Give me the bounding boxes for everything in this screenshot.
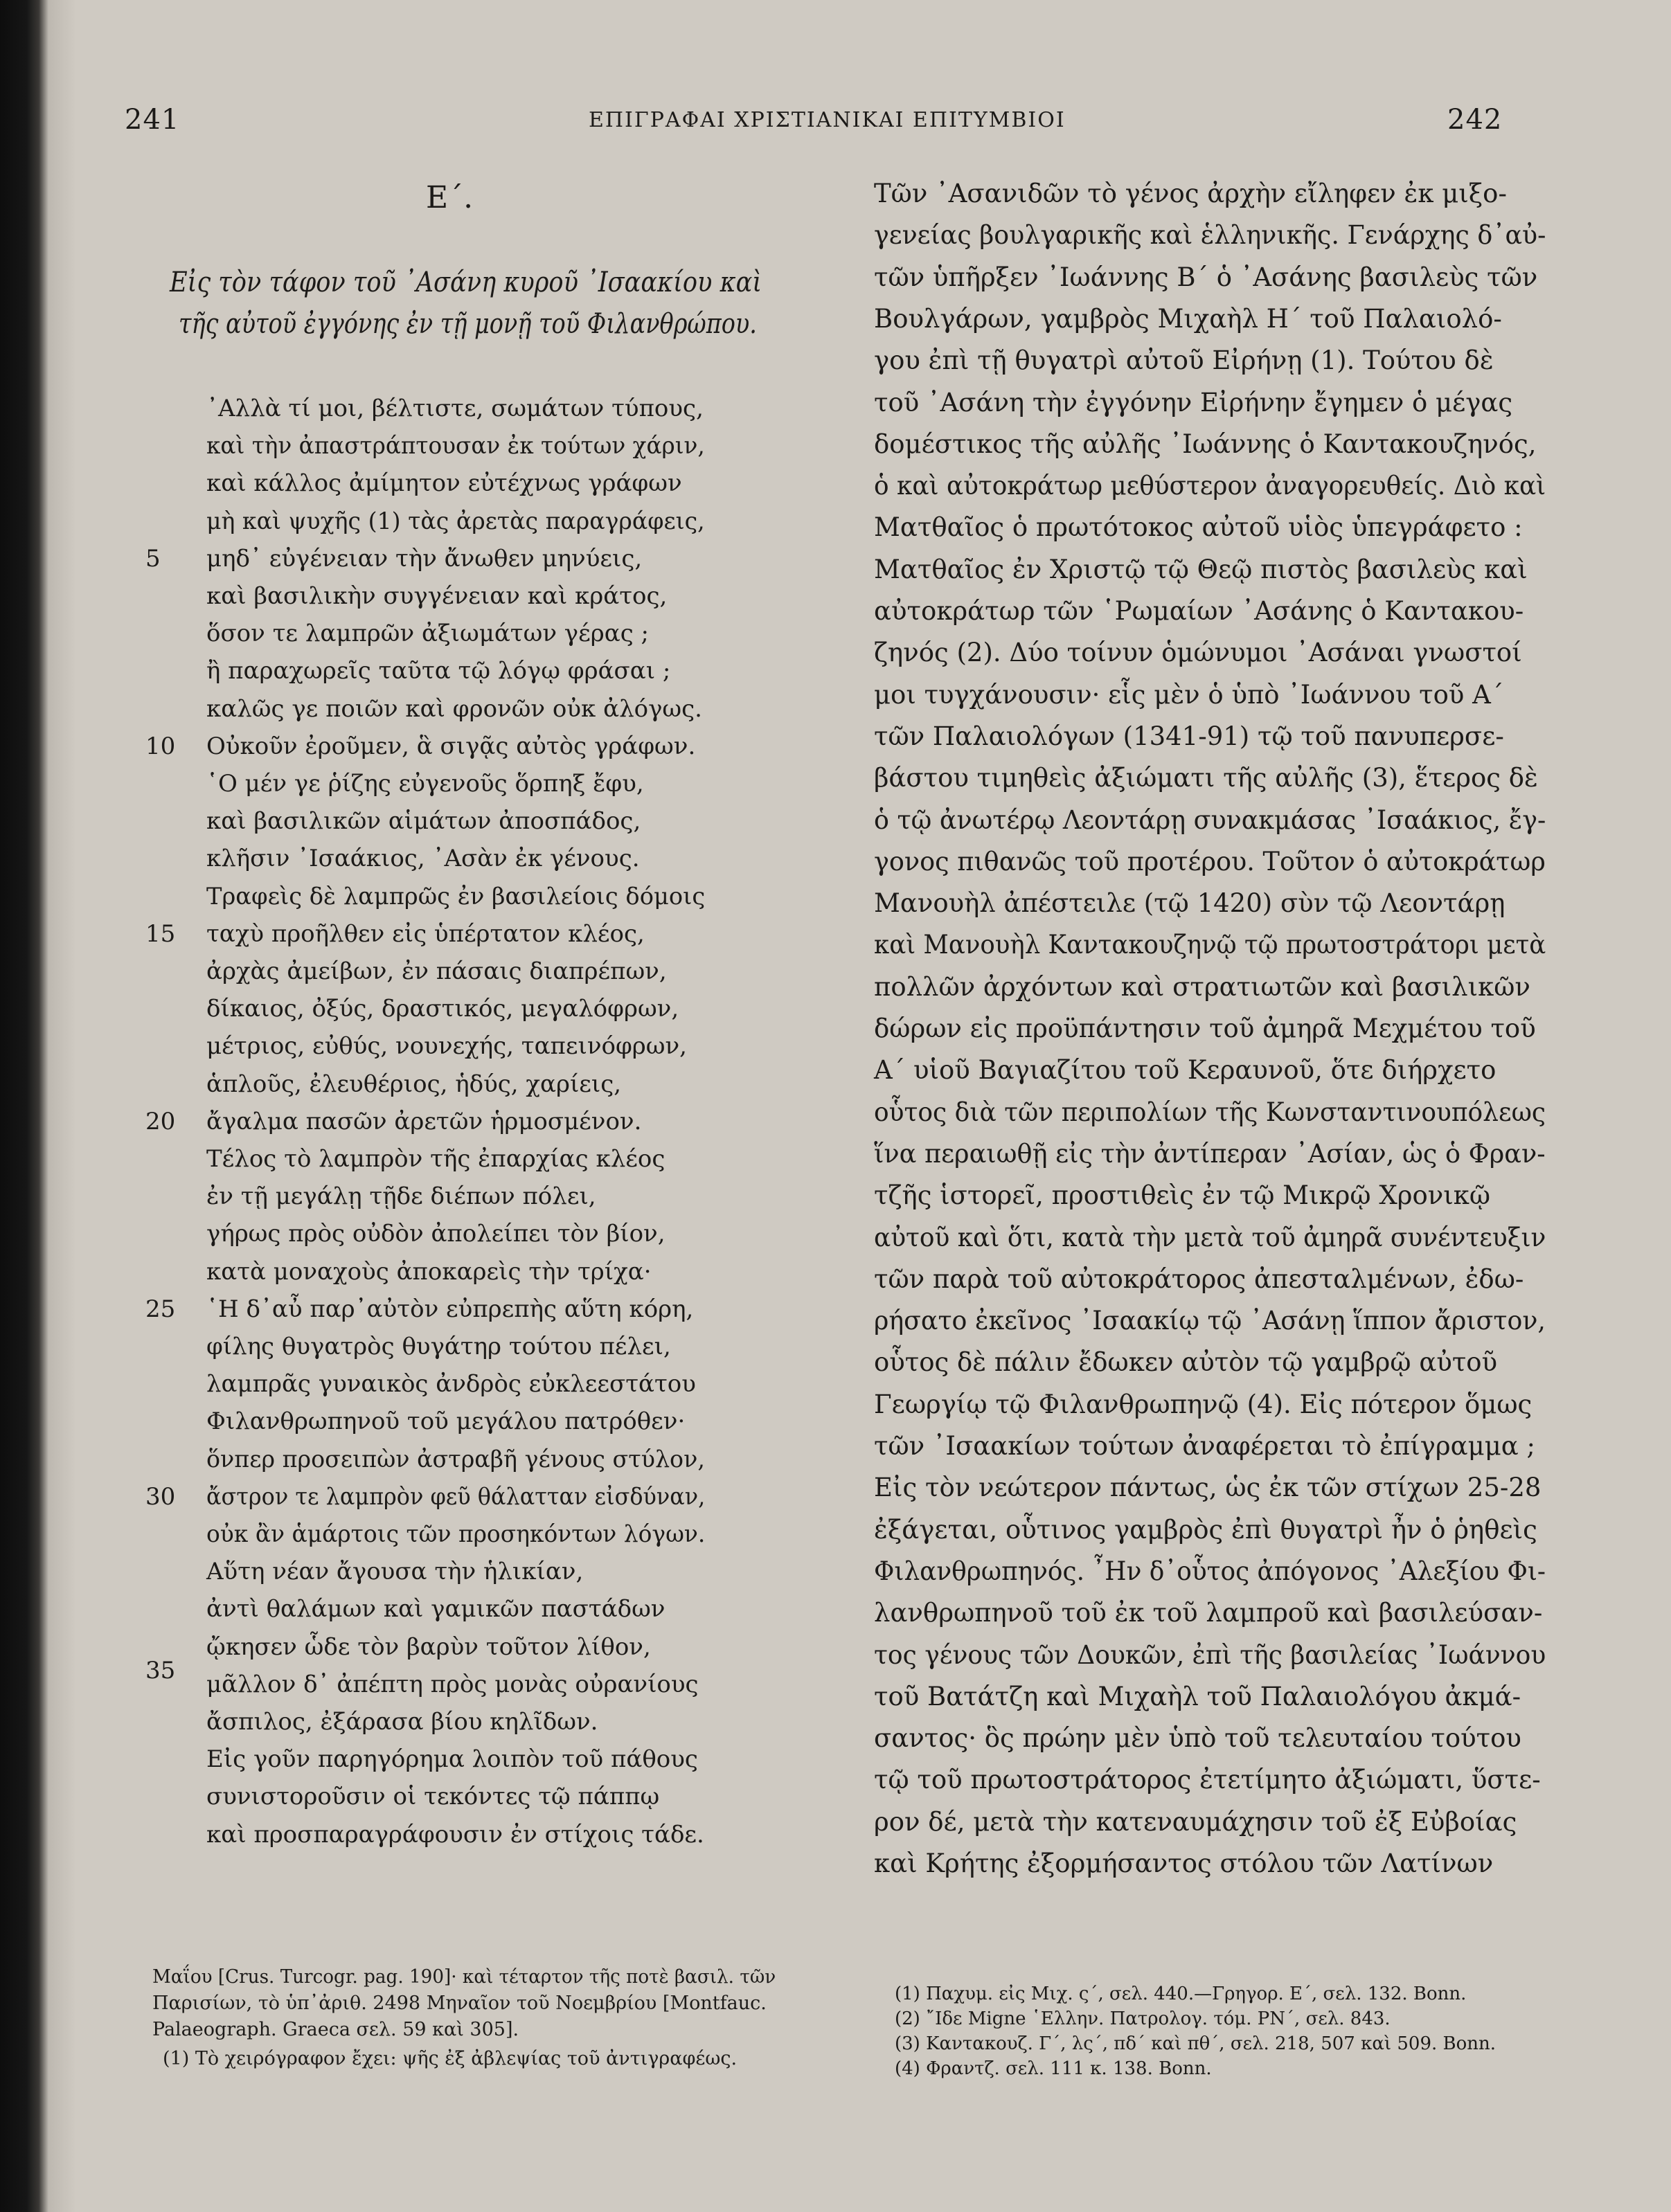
commentary-line: ρον δέ, μετὰ τὴν κατεναυμάχησιν τοῦ ἐξ Εὐβοίας: [874, 1806, 1517, 1837]
poem-line: μέτριος, εὐθύς, νουνεχής, ταπεινόφρων,: [206, 1032, 687, 1061]
poem-line: λαμπρᾶς γυναικὸς ἀνδρὸς εὐκλεεστάτου: [206, 1370, 696, 1399]
poem-line: Αὕτη νέαν ἄγουσα τὴν ἡλικίαν,: [206, 1558, 584, 1586]
poem-line: φίλης θυγατρὸς θυγάτηρ τούτου πέλει,: [206, 1333, 671, 1360]
commentary-line: αὐτοῦ καὶ ὅτι, κατὰ τὴν μετὰ τοῦ ἀμηρᾶ συνέντευξιν: [874, 1222, 1546, 1252]
poem-line: συνιστοροῦσιν οἱ τεκόντες τῷ πάππῳ: [206, 1783, 660, 1811]
footnote-line: Μαΐου [Crus. Turcogr. pag. 190]· καὶ τέταρτον τῆς ποτὲ βασιλ. τῶν: [152, 1966, 776, 1988]
commentary-line: ὁ καὶ αὐτοκράτωρ μεθύστερον ἀναγορευθείς. Διὸ καὶ: [874, 471, 1546, 501]
commentary-line: Βουλγάρων, γαμβρὸς Μιχαὴλ Η΄ τοῦ Παλαιολό-: [874, 303, 1502, 334]
commentary-line: ἵνα περαιωθῇ εἰς τὴν ἀντίπεραν ᾿Ασίαν, ὡς ὁ Φραν-: [874, 1138, 1546, 1169]
poem-line: καὶ βασιλικῶν αἱμάτων ἀποσπάδος,: [206, 807, 641, 836]
commentary-line: βάστου τιμηθεὶς ἀξιώματι τῆς αὐλῆς (3), ἕτερος δὲ: [874, 763, 1538, 793]
commentary-line: μοι τυγχάνουσιν· εἷς μὲν ὁ ὑπὸ ᾿Ιωάννου τοῦ Α΄: [874, 679, 1504, 710]
poem-title-line: Εἰς τὸν τάφον τοῦ ᾿Ασάνη κυροῦ ᾿Ισαακίου καὶ: [170, 267, 762, 298]
poem-line: ἄσπιλος, ἐξάρασα βίου κηλῖδων.: [206, 1708, 598, 1736]
commentary-line: τοῦ Βατάτζη καὶ Μιχαὴλ τοῦ Παλαιολόγου ἀκμά-: [874, 1681, 1521, 1711]
poem-line: μᾶλλον δ᾿ ἀπέπτη πρὸς μονὰς οὐρανίους: [206, 1670, 699, 1698]
commentary-line: Εἰς τὸν νεώτερον πάντως, ὡς ἐκ τῶν στίχων 25-28: [874, 1473, 1542, 1503]
commentary-line: σαντος· ὃς πρώην μὲν ὑπὸ τοῦ τελευταίου τούτου: [874, 1723, 1521, 1754]
poem-line: κατὰ μοναχοὺς ἀποκαρεὶς τὴν τρίχα·: [206, 1257, 652, 1286]
book-gutter: [48, 0, 76, 2212]
commentary-line: καὶ Κρήτης ἐξορμήσαντος στόλου τῶν Λατίνων: [874, 1849, 1494, 1878]
commentary-line: τῶν παρὰ τοῦ αὐτοκράτορος ἀπεσταλμένων, ἐδω-: [874, 1264, 1524, 1294]
footnote-line: (1) Παχυμ. εἰς Μιχ. ς΄, σελ. 440.—Γρηγορ. Ε΄, σελ. 132. Bonn.: [895, 1984, 1467, 2004]
poem-line: καὶ τὴν ἀπαστράπτουσαν ἐκ τούτων χάριν,: [206, 432, 705, 460]
poem-line: δίκαιος, ὀξύς, δραστικός, μεγαλόφρων,: [206, 995, 679, 1023]
poem-line: μὴ καὶ ψυχῆς (1) τὰς ἀρετὰς παραγράφεις,: [206, 507, 705, 535]
poem-line: καὶ βασιλικὴν συγγένειαν καὶ κράτος,: [206, 582, 668, 610]
poem-title-line: τῆς αὐτοῦ ἐγγόνης ἐν τῇ μονῇ τοῦ Φιλανθρώπου.: [179, 308, 757, 340]
poem-line: ὅσον τε λαμπρῶν ἀξιωμάτων γέρας ;: [206, 620, 649, 648]
commentary-line: ρήσατο ἐκεῖνος ᾿Ισαακίῳ τῷ ᾿Ασάνῃ ἵππον ἄριστον,: [874, 1306, 1546, 1336]
commentary-line: οὗτος διὰ τῶν περιπολίων τῆς Κωνσταντινουπόλεως: [874, 1097, 1546, 1127]
poem-line: Φιλανθρωπηνοῦ τοῦ μεγάλου πατρόθεν·: [206, 1408, 686, 1436]
line-number: 30: [145, 1482, 176, 1511]
commentary-line: δώρων εἰς προϋπάντησιν τοῦ ἀμηρᾶ Μεχμέτου τοῦ: [874, 1014, 1536, 1043]
line-number: 25: [145, 1295, 176, 1323]
poem-line: ἐν τῇ μεγάλῃ τῇδε διέπων πόλει,: [206, 1183, 596, 1211]
commentary-line: τος γένους τῶν Δουκῶν, ἐπὶ τῆς βασιλείας ᾿Ιωάννου: [874, 1639, 1546, 1670]
poem-line: ταχὺ προῆλθεν εἰς ὑπέρτατον κλέος,: [206, 919, 645, 948]
line-number: 10: [145, 732, 176, 760]
poem-line: καλῶς γε ποιῶν καὶ φρονῶν οὐκ ἀλόγως.: [206, 694, 702, 723]
commentary-line: τζῆς ἱστορεῖ, προστιθεὶς ἐν τῷ Μικρῷ Χρονικῷ: [874, 1180, 1491, 1211]
poem-line: ῾Η δ᾿αὖ παρ᾿αὐτὸν εὐπρεπὴς αὕτη κόρη,: [206, 1295, 694, 1323]
poem-line: ἄγαλμα πασῶν ἀρετῶν ἡρμοσμένον.: [206, 1107, 642, 1135]
commentary-line: οὗτος δὲ πάλιν ἔδωκεν αὐτὸν τῷ γαμβρῷ αὐτοῦ: [874, 1347, 1498, 1378]
poem-line: Τραφεὶς δὲ λαμπρῶς ἐν βασιλείοις δόμοις: [206, 882, 706, 910]
commentary-line: Α΄ υἱοῦ Βαγιαζίτου τοῦ Κεραυνοῦ, ὅτε διήρχετο: [874, 1055, 1496, 1086]
book-spine-shadow: [0, 0, 48, 2212]
line-number: 20: [145, 1107, 176, 1135]
poem-line: οὐκ ἂν ἁμάρτοις τῶν προσηκόντων λόγων.: [206, 1520, 706, 1548]
line-number: 15: [145, 919, 176, 948]
footnote-line: (1) Τὸ χειρόγραφον ἔχει: ψῆς ἐξ ἀβλεψίας τοῦ ἀντιγραφέως.: [163, 2048, 738, 2069]
commentary-line: τῶν ὑπῆρξεν ᾿Ιωάννης Β΄ ὁ ᾿Ασάνης βασιλεὺς τῶν: [874, 262, 1538, 292]
poem-line: Εἰς γοῦν παρηγόρημα λοιπὸν τοῦ πάθους: [206, 1745, 698, 1774]
poem-line: ὅνπερ προσειπὼν ἀστραβῆ γένους στύλον,: [206, 1445, 705, 1473]
commentary-line: Φιλανθρωπηνός. ῏Ην δ᾿οὗτος ἀπόγονος ᾿Αλεξίου Φι-: [874, 1556, 1546, 1586]
commentary-line: ἐξάγεται, οὗτινος γαμβρὸς ἐπὶ θυγατρὶ ἦν ὁ ῥηθεὶς: [874, 1514, 1537, 1545]
commentary-line: τῶν Παλαιολόγων (1341-91) τῷ τοῦ πανυπερσε-: [874, 721, 1504, 751]
commentary-line: Τῶν ᾿Ασανιδῶν τὸ γένος ἀρχὴν εἴληφεν ἐκ μιξο-: [874, 179, 1507, 208]
commentary-line: τοῦ ᾿Ασάνη τὴν ἐγγόνην Εἰρήνην ἔγημεν ὁ μέγας: [874, 387, 1513, 417]
footnote-line: (3) Καντακουζ. Γ΄, λς΄, πδ΄ καὶ πθ΄, σελ. 218, 507 καὶ 509. Bonn.: [895, 2033, 1496, 2054]
commentary-line: πολλῶν ἀρχόντων καὶ στρατιωτῶν καὶ βασιλικῶν: [874, 971, 1530, 1002]
page-number-left: 241: [125, 104, 180, 136]
poem-line: ἄστρον τε λαμπρὸν φεῦ θάλατταν εἰσδύναν,: [206, 1482, 706, 1511]
poem-line: Οὐκοῦν ἐροῦμεν, ἃ σιγᾷς αὐτὸς γράφων.: [206, 732, 696, 760]
commentary-line: τῶν ᾿Ισαακίων τούτων ἀναφέρεται τὸ ἐπίγραμμα ;: [874, 1431, 1535, 1461]
commentary-line: Ματθαῖος ὁ πρωτότοκος αὐτοῦ υἱὸς ὑπεγράφετο :: [874, 512, 1523, 543]
commentary-line: τῷ τοῦ πρωτοστράτορος ἐτετίμητο ἀξιώματι, ὕστε-: [874, 1765, 1541, 1795]
commentary-line: γενείας βουλγαρικῆς καὶ ἑλληνικῆς. Γενάρχης δ᾿αὐ-: [874, 220, 1546, 251]
footnote-line: Palaeograph. Graeca σελ. 59 καὶ 305].: [152, 2019, 519, 2040]
poem-line: κλῆσιν ᾿Ισαάκιος, ᾿Ασὰν ἐκ γένους.: [206, 845, 640, 873]
poem-line: γήρως πρὸς οὐδὸν ἀπολείπει τὸν βίον,: [206, 1220, 665, 1248]
commentary-line: γου ἐπὶ τῇ θυγατρὶ αὐτοῦ Εἰρήνῃ (1). Τούτου δὲ: [874, 345, 1494, 376]
poem-line: ᾿Αλλὰ τί μοι, βέλτιστε, σωμάτων τύπους,: [206, 395, 704, 422]
commentary-line: δομέστικος τῆς αὐλῆς ᾿Ιωάννης ὁ Καντακουζηνός,: [874, 429, 1537, 459]
commentary-line: αὐτοκράτωρ τῶν ῾Ρωμαίων ᾿Ασάνης ὁ Καντακου-: [874, 596, 1524, 626]
commentary-line: ζηνός (2). Δύο τοίνυν ὁμώνυμοι ᾿Ασάναι γνωστοί: [874, 638, 1522, 668]
poem-line: μηδ᾿ εὐγένειαν τὴν ἄνωθεν μηνύεις,: [206, 544, 643, 573]
commentary-line: ὁ τῷ ἀνωτέρῳ Λεοντάρῃ συνακμάσας ᾿Ισαάκιος, ἔγ-: [874, 804, 1546, 835]
poem-line: Τέλος τὸ λαμπρὸν τῆς ἐπαρχίας κλέος: [206, 1145, 665, 1173]
footnote-line: (4) Φραντζ. σελ. 111 κ. 138. Bonn.: [895, 2058, 1212, 2079]
line-number: 5: [145, 544, 161, 573]
poem-line: ᾤκησεν ὧδε τὸν βαρὺν τοῦτον λίθον,: [206, 1633, 651, 1661]
commentary-line: γονος πιθανῶς τοῦ προτέρου. Τοῦτον ὁ αὐτοκράτωρ: [874, 846, 1546, 876]
poem-line: ἁπλοῦς, ἐλευθέριος, ἡδύς, χαρίεις,: [206, 1070, 622, 1098]
commentary-line: λανθρωπηνοῦ τοῦ ἐκ τοῦ λαμπροῦ καὶ βασιλεύσαν-: [874, 1598, 1543, 1628]
commentary-line: Γεωργίῳ τῷ Φιλανθρωπηνῷ (4). Εἰς πότερον ὅμως: [874, 1389, 1533, 1419]
poem-line: καὶ κάλλος ἀμίμητον εὐτέχνως γράφων: [206, 469, 682, 498]
commentary-line: Ματθαῖος ἐν Χριστῷ τῷ Θεῷ πιστὸς βασιλεὺς καὶ: [874, 554, 1528, 584]
line-number: 35: [145, 1656, 176, 1684]
commentary-line: Μανουὴλ ἀπέστειλε (τῷ 1420) σὺν τῷ Λεοντάρῃ: [874, 888, 1505, 919]
footnote-line: (2) ῎Ιδε Migne ῾Ελλην. Πατρολογ. τόμ. ΡΝ΄, σελ. 843.: [895, 2008, 1391, 2029]
commentary-line: καὶ Μανουὴλ Καντακουζηνῷ τῷ πρωτοστράτορι μετὰ: [874, 930, 1546, 960]
page-number-right: 242: [1447, 104, 1503, 136]
poem-line: ἀντὶ θαλάμων καὶ γαμικῶν παστάδων: [206, 1595, 665, 1624]
section-heading: Ε΄.: [426, 180, 474, 215]
poem-line: ῾Ο μέν γε ῥίζης εὐγενοῦς ὅρπηξ ἔφυ,: [206, 770, 644, 798]
poem-line: ἢ παραχωρεῖς ταῦτα τῷ λόγῳ φράσαι ;: [206, 657, 671, 685]
running-head: ΕΠΙΓΡΑΦΑΙ ΧΡΙΣΤΙΑΝΙΚΑΙ ΕΠΙΤΥΜΒΙΟΙ: [589, 108, 1066, 132]
footnote-line: Παρισίων, τὸ ὑπ᾿ἀριθ. 2498 Μηναῖον τοῦ Νοεμβρίου [Montfauc.: [152, 1993, 767, 2014]
poem-line: ἀρχὰς ἀμείβων, ἐν πάσαις διαπρέπων,: [206, 957, 667, 985]
poem-line: καὶ προσπαραγράφουσιν ἐν στίχοις τάδε.: [206, 1820, 704, 1849]
